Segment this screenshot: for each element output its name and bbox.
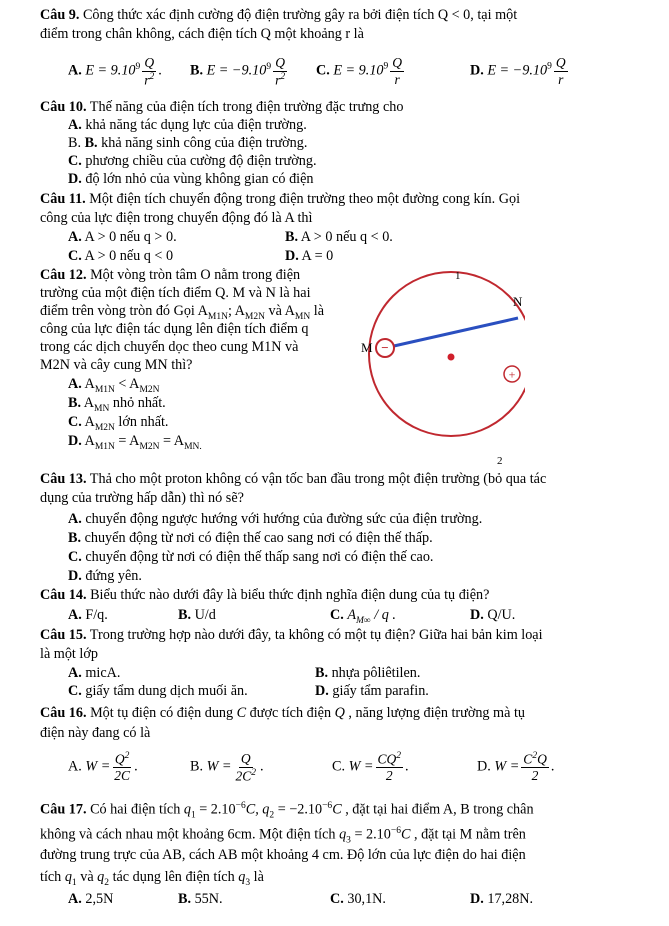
- label-n: N: [513, 294, 523, 309]
- q14-option-c: C. $A_{M\infty}$ / q .: [330, 607, 396, 626]
- q15-option-d: D. giấy tẩm parafin.: [315, 683, 429, 699]
- q9-option-a: A. $E = 9.10^9$ $\frac{Q}{r^2}$ .: [68, 55, 162, 87]
- q12-stem-line6: M2N và cây cung MN thì?: [40, 357, 193, 373]
- label-1: 1: [455, 270, 461, 282]
- q9-stem-line2: điểm trong chân không, cách điện tích Q một khoảng r là: [40, 26, 364, 42]
- q15-option-b: B. nhựa pôliêtilen.: [315, 665, 421, 681]
- q17-stem-line1: Câu 17. Có hai điện tích $q_1 = 2.10^{-6}C$, $q_2 = -2.10^{-6}C$ , đặt tại hai điểm A, B trong chân: [40, 801, 534, 821]
- q15-option-c: C. giấy tẩm dung dịch muối ăn.: [68, 683, 248, 699]
- q11-stem-line2: công của lực điện trong chuyển động đó là A thì: [40, 210, 313, 226]
- q16-option-c: C. W = $\frac{CQ^2}{2}$ .: [332, 751, 409, 783]
- q12-option-b: B. $A_{MN}$ nhỏ nhất.: [68, 395, 166, 414]
- q10-stem: Câu 10. Thế năng của điện tích trong điện trường đặc trưng cho: [40, 99, 404, 115]
- q11-option-b: B. A > 0 nếu q < 0.: [285, 229, 393, 245]
- q14-option-a: A. F/q.: [68, 607, 108, 623]
- q9-option-b: B. $E = -9.10^9$ $\frac{Q}{r^2}$: [190, 55, 286, 87]
- q12-stem-line1: Câu 12. Một vòng tròn tâm O nằm trong điện: [40, 267, 301, 283]
- q13-option-a: A. chuyển động ngược hướng với hướng của đường sức của điện trường.: [68, 511, 483, 527]
- q17-stem-line3: đường trung trực của AB, cách AB một khoảng 4 cm. Độ lớn của lực điện do hai điện: [40, 847, 526, 863]
- q15-option-a: A. micA.: [68, 665, 121, 681]
- q13-option-b: B. chuyển động từ nơi có điện thế cao sang nơi có điện thế thấp.: [68, 530, 433, 546]
- q16-option-b: B. W = $\frac{Q}{2C^2}$ .: [190, 751, 264, 783]
- q11-option-c: C. A > 0 nếu q < 0: [68, 248, 174, 264]
- q12-stem-line5: trong các dịch chuyển dọc theo cung M1N và: [40, 339, 299, 355]
- q16-option-a: A. W = $\frac{Q^2}{2C}$ .: [68, 751, 138, 783]
- q12-stem-line3: điểm trên vòng tròn đó Gọi $A_{M1N}$; $A_{M2N}$ và $A_{MN}$ là: [40, 303, 325, 322]
- q9-stem-line1: Câu 9. Công thức xác định cường độ điện trường gây ra bởi điện tích Q < 0, tại một: [40, 7, 518, 23]
- q14-stem: Câu 14. Biểu thức nào dưới đây là biểu thức định nghĩa điện dung của tụ điện?: [40, 587, 490, 603]
- label-2: 2: [497, 455, 503, 467]
- center-o-dot: [448, 354, 455, 361]
- q10-option-a: A. khả năng tác dụng lực của điện trường.: [68, 117, 307, 133]
- q10-option-d: D. độ lớn nhỏ của vùng không gian có điện: [68, 171, 314, 187]
- q11-option-a: A. A > 0 nếu q > 0.: [68, 229, 177, 245]
- q12-option-a: A. $A_{M1N} < A_{M2N}$: [68, 376, 160, 395]
- q13-stem-line2: dụng của trường hấp dẫn) thì nó sẽ?: [40, 490, 244, 506]
- minus-sign: −: [381, 340, 389, 355]
- q16-stem-line2: điện này đang có là: [40, 725, 151, 741]
- q12-stem-line4: công của lực điện tác dụng lên điện tích điểm q: [40, 321, 309, 337]
- q12-stem-line2: trường của một điện tích điểm Q. M và N là hai: [40, 285, 311, 301]
- q16-stem-line1: Câu 16. Một tụ điện có điện dung C được tích điện Q , năng lượng điện trường mà tụ: [40, 705, 525, 721]
- q15-stem-line2: là một lớp: [40, 646, 98, 662]
- q13-stem-line1: Câu 13. Thả cho một proton không có vận tốc ban đầu trong một điện trường (bỏ qua tác: [40, 471, 547, 487]
- q17-option-d: D. 17,28N.: [470, 891, 534, 907]
- q10-option-c: C. phương chiều của cường độ điện trường.: [68, 153, 317, 169]
- q12-option-d: D. $A_{M1N} = A_{M2N} = A_{MN.}$: [68, 433, 202, 452]
- q12-option-c: C. $A_{M2N}$ lớn nhất.: [68, 414, 169, 433]
- q14-option-d: D. Q/U.: [470, 607, 516, 623]
- q10-option-b: B. B. khả năng sinh công của điện trường.: [68, 135, 308, 151]
- q17-option-a: A. 2,5N: [68, 891, 114, 907]
- q11-stem-line1: Câu 11. Một điện tích chuyển động trong điện trường theo một đường cong kín. Gọi: [40, 191, 521, 207]
- q13-option-c: C. chuyển động từ nơi có điện thế thấp sang nơi có điện thế cao.: [68, 549, 434, 565]
- q9-option-c: C. $E = 9.10^9$ $\frac{Q}{r}$: [316, 55, 403, 87]
- q9-option-d: D. $E = -9.10^9$ $\frac{Q}{r}$: [470, 55, 566, 87]
- q16-option-d: D. W = $\frac{C^2Q}{2}$ .: [477, 751, 555, 783]
- q17-stem-line2: không và cách nhau một khoảng 6cm. Một điện tích $q_3 = 2.10^{-6}C$ , đặt tại M nằm trên: [40, 826, 526, 846]
- q11-option-d: D. A = 0: [285, 248, 334, 264]
- q13-option-d: D. đứng yên.: [68, 568, 142, 584]
- chord-mn: [385, 318, 518, 348]
- q12-circle-figure: [355, 268, 525, 473]
- q17-option-b: B. 55N.: [178, 891, 223, 907]
- q17-option-c: C. 30,1N.: [330, 891, 386, 907]
- label-m: M: [361, 340, 373, 355]
- q15-stem-line1: Câu 15. Trong trường hợp nào dưới đây, ta không có một tụ điện? Giữa hai bản kim loại: [40, 627, 543, 643]
- plus-sign: +: [508, 367, 516, 382]
- q14-option-b: B. U/d: [178, 607, 216, 623]
- q17-stem-line4: tích $q_1$ và $q_2$ tác dụng lên điện tích $q_3$ là: [40, 869, 264, 888]
